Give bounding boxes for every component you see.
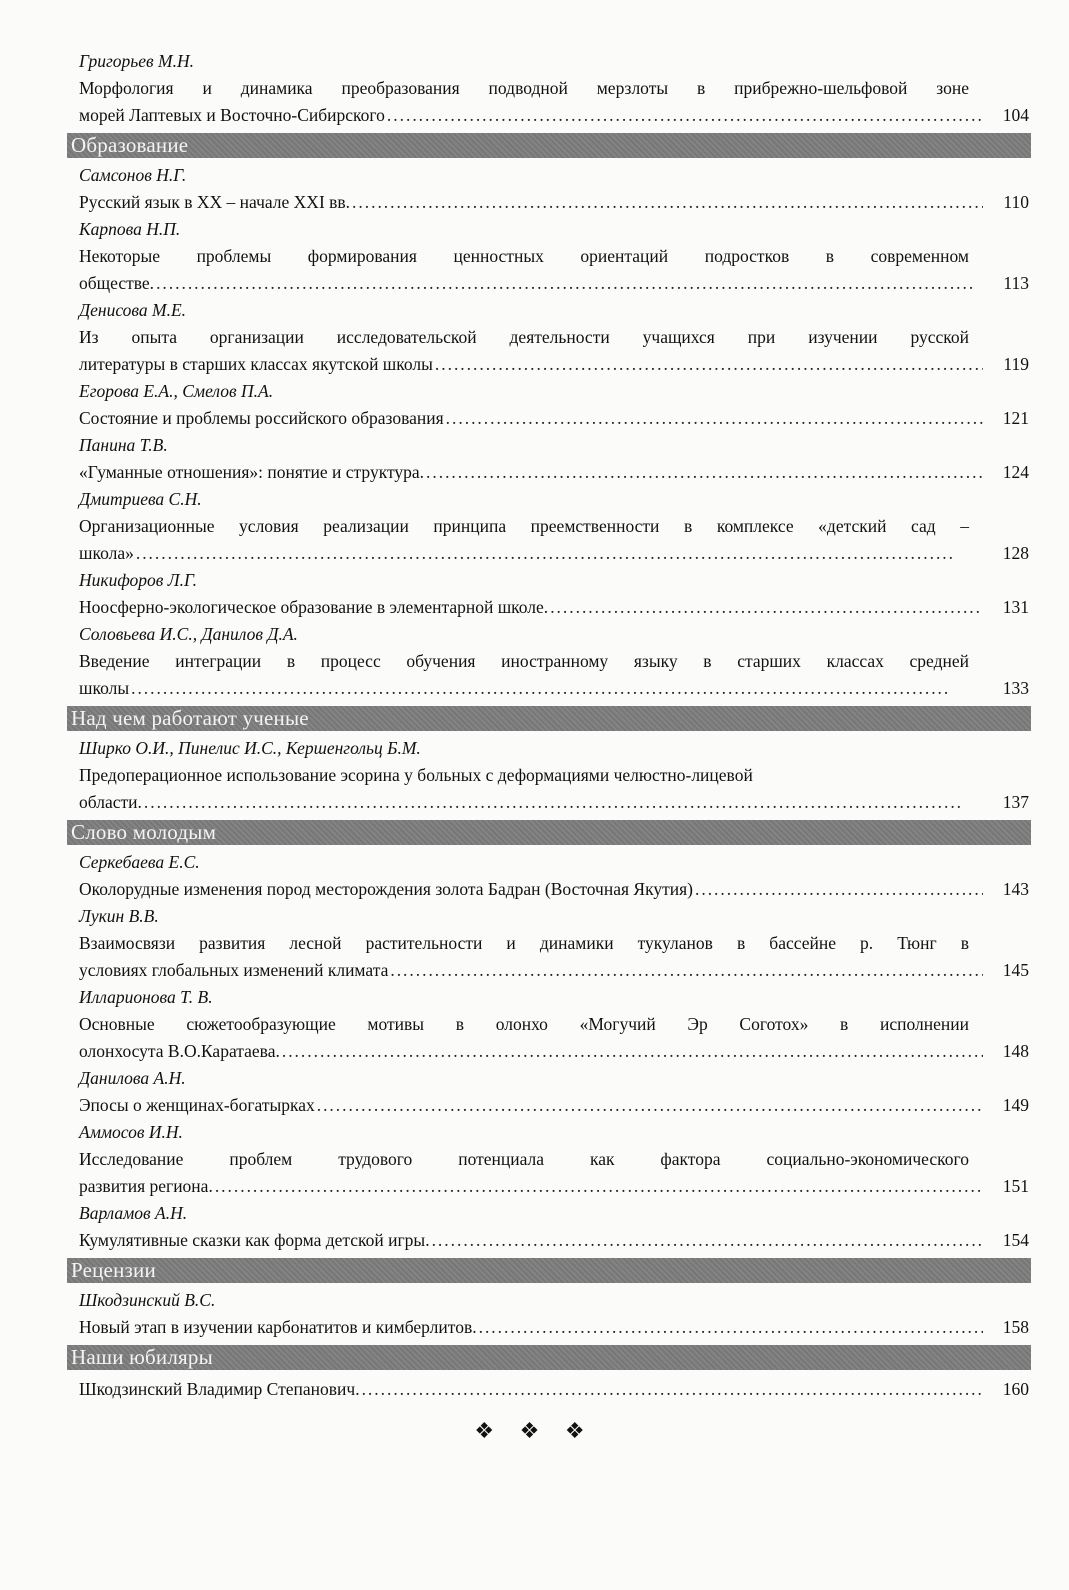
entry-title-text: Кумулятивные сказки как форма детской игры. [79,1230,430,1250]
entry-title-line: Некоторые проблемы формирования ценностных ориентаций подростков в современном [79,246,969,266]
toc-entry [79,735,1029,816]
leader-dots [446,405,983,432]
toc-entry [79,162,1029,216]
toc-entry [79,216,1029,297]
leader-dots [695,876,983,903]
leader-dots [426,459,983,486]
page-number: 145 [1002,960,1029,980]
page-number: 149 [1002,1095,1029,1115]
toc-section-research [71,706,1029,816]
leader-dots [352,189,983,216]
section-heading: Над чем работают ученые [67,706,1031,731]
entry-author: Самсонов Н.Г. [79,165,187,185]
leader-dots [550,594,983,621]
entry-title-last [79,594,1029,621]
entry-title-last [79,789,1029,816]
toc-entry [79,1287,1029,1341]
section-heading: Слово молодым [67,820,1031,845]
toc-entry [79,432,1029,486]
decorative-ornament-icon: ❖ ❖ ❖ [474,1418,595,1443]
entry-title-line: Основные сюжетообразующие мотивы в олонхо «Могучий Эр Соготох» в исполнении [79,1014,969,1034]
entry-title-line: Предоперационное использование эсорина у больных с деформациями челюстно-лицевой [79,765,753,785]
entry-title-last [79,957,1029,984]
entry-title-text: Новый этап в изучении карбонатитов и кимберлитов. [79,1317,477,1337]
entry-author: Данилова А.Н. [79,1068,186,1088]
entry-title-last [79,675,1029,702]
leader-dots [317,1092,983,1119]
page-number: 121 [1002,408,1029,428]
entry-title-last [79,1092,1029,1119]
page-number: 104 [1002,105,1029,125]
toc-section-young [71,820,1029,1254]
leader-dots [432,1227,983,1254]
entry-title-text: школа» [79,543,134,563]
leader-dots [131,675,983,702]
page-number: 110 [1003,192,1029,212]
section-heading: Наши юбиляры [67,1345,1031,1370]
entry-title-text: Околорудные изменения пород месторождения золота Бадран (Восточная Якутия) [79,879,693,899]
entry-title-text: условиях глобальных изменений климата [79,960,389,980]
entry-title-last [79,102,1029,129]
entry-title-line: Исследование проблем трудового потенциала как фактора социально-экономического [79,1149,969,1169]
entry-title-text: Ноосферно-экологическое образование в элементарной школе. [79,597,549,617]
page-number: 143 [1002,879,1029,899]
toc-entry [79,297,1029,378]
entry-title-text: обществе. [79,273,155,293]
entry-author: Денисова М.Е. [79,300,187,320]
toc-section [79,48,1029,129]
leader-dots [215,1173,983,1200]
entry-author: Соловьева И.С., Данилов Д.А. [79,624,298,644]
toc-section-jubilees [71,1345,1029,1403]
page-number: 113 [1003,273,1029,293]
leader-dots [156,270,983,297]
entry-title-text: «Гуманные отношения»: понятие и структура. [79,462,425,482]
page-number: 124 [1002,462,1029,482]
entry-author: Дмитриева С.Н. [79,489,202,509]
entry-title-text: литературы в старших классах якутской школы [79,354,433,374]
toc-entry [79,1065,1029,1119]
leader-dots [282,1038,983,1065]
entry-title-last [79,1314,1029,1341]
entry-title-line: Взаимосвязи развития лесной растительности и динамики тукуланов в бассейне р. Тюнг в [79,933,969,953]
page-number: 119 [1003,354,1029,374]
entry-title-text: морей Лаптевых и Восточно-Сибирского [79,105,385,125]
leader-dots [387,102,983,129]
entry-title-last [79,1376,1029,1403]
page-number: 128 [1002,543,1029,563]
entry-title-text: Русский язык в XX – начале XXI вв. [79,192,351,212]
entry-author: Ширко О.И., Пинелис И.С., Кершенгольц Б.М. [79,738,421,758]
entry-title-last [79,540,1029,567]
entry-title-text: Состояние и проблемы российского образования [79,408,444,428]
page-number: 148 [1002,1041,1029,1061]
entry-title-text: области. [79,792,142,812]
entry-title-last [79,189,1029,216]
page-number: 151 [1002,1176,1029,1196]
entry-author: Варламов А.Н. [79,1203,188,1223]
toc-section-reviews [71,1258,1029,1341]
page-number: 131 [1002,597,1029,617]
leader-dots [144,789,983,816]
entry-author: Карпова Н.П. [79,219,181,239]
page-number: 154 [1002,1230,1029,1250]
entry-title-text: олонхосута В.О.Каратаева. [79,1041,280,1061]
page-number: 160 [1002,1379,1029,1399]
entry-title-line: Морфология и динамика преобразования подводной мерзлоты в прибрежно-шельфовой зоне [79,78,969,98]
toc-entry [79,567,1029,621]
section-heading: Образование [67,133,1031,158]
entry-title-last [79,270,1029,297]
toc-entry [79,1376,1029,1403]
toc-entry [79,486,1029,567]
entry-title-last [79,1173,1029,1200]
entry-author: Григорьев М.Н. [79,51,194,71]
entry-author: Никифоров Л.Г. [79,570,197,590]
toc-section-education [71,133,1029,702]
toc-entry [79,903,1029,984]
entry-title-text: Шкодзинский Владимир Степанович. [79,1379,360,1399]
table-of-contents [71,48,1029,1403]
section-heading: Рецензии [67,1258,1031,1283]
toc-entry [79,48,1029,129]
entry-title-text: Эпосы о женщинах-богатырках [79,1095,315,1115]
entry-author: Аммосов И.Н. [79,1122,183,1142]
entry-title-last [79,405,1029,432]
entry-author: Лукин В.В. [79,906,159,926]
leader-dots [136,540,983,567]
entry-title-last [79,459,1029,486]
entry-author: Егорова Е.А., Смелов П.А. [79,381,274,401]
entry-author: Шкодзинский В.С. [79,1290,216,1310]
entry-title-text: школы [79,678,130,698]
page-number: 133 [1002,678,1029,698]
entry-author: Панина Т.В. [79,435,168,455]
entry-title-line: Организационные условия реализации принципа преемственности в комплексе «детский сад – [79,516,969,536]
toc-entry [79,984,1029,1065]
page-number: 137 [1002,792,1029,812]
toc-entry [79,1200,1029,1254]
toc-entry [79,378,1029,432]
entry-author: Илларионова Т. В. [79,987,213,1007]
leader-dots [390,957,983,984]
entry-title-last [79,351,1029,378]
entry-title-last [79,876,1029,903]
toc-entry [79,849,1029,903]
entry-author: Серкебаева Е.С. [79,852,200,872]
leader-dots [435,351,983,378]
page-number: 158 [1002,1317,1029,1337]
entry-title-text: развития региона. [79,1176,213,1196]
leader-dots [479,1314,983,1341]
toc-entry [79,621,1029,702]
entry-title-line: Из опыта организации исследовательской деятельности учащихся при изучении русской [79,327,969,347]
toc-entry [79,1119,1029,1200]
leader-dots [362,1376,983,1403]
entry-title-last [79,1038,1029,1065]
entry-title-line: Введение интеграции в процесс обучения иностранному языку в старших классах средней [79,651,969,671]
entry-title-last [79,1227,1029,1254]
